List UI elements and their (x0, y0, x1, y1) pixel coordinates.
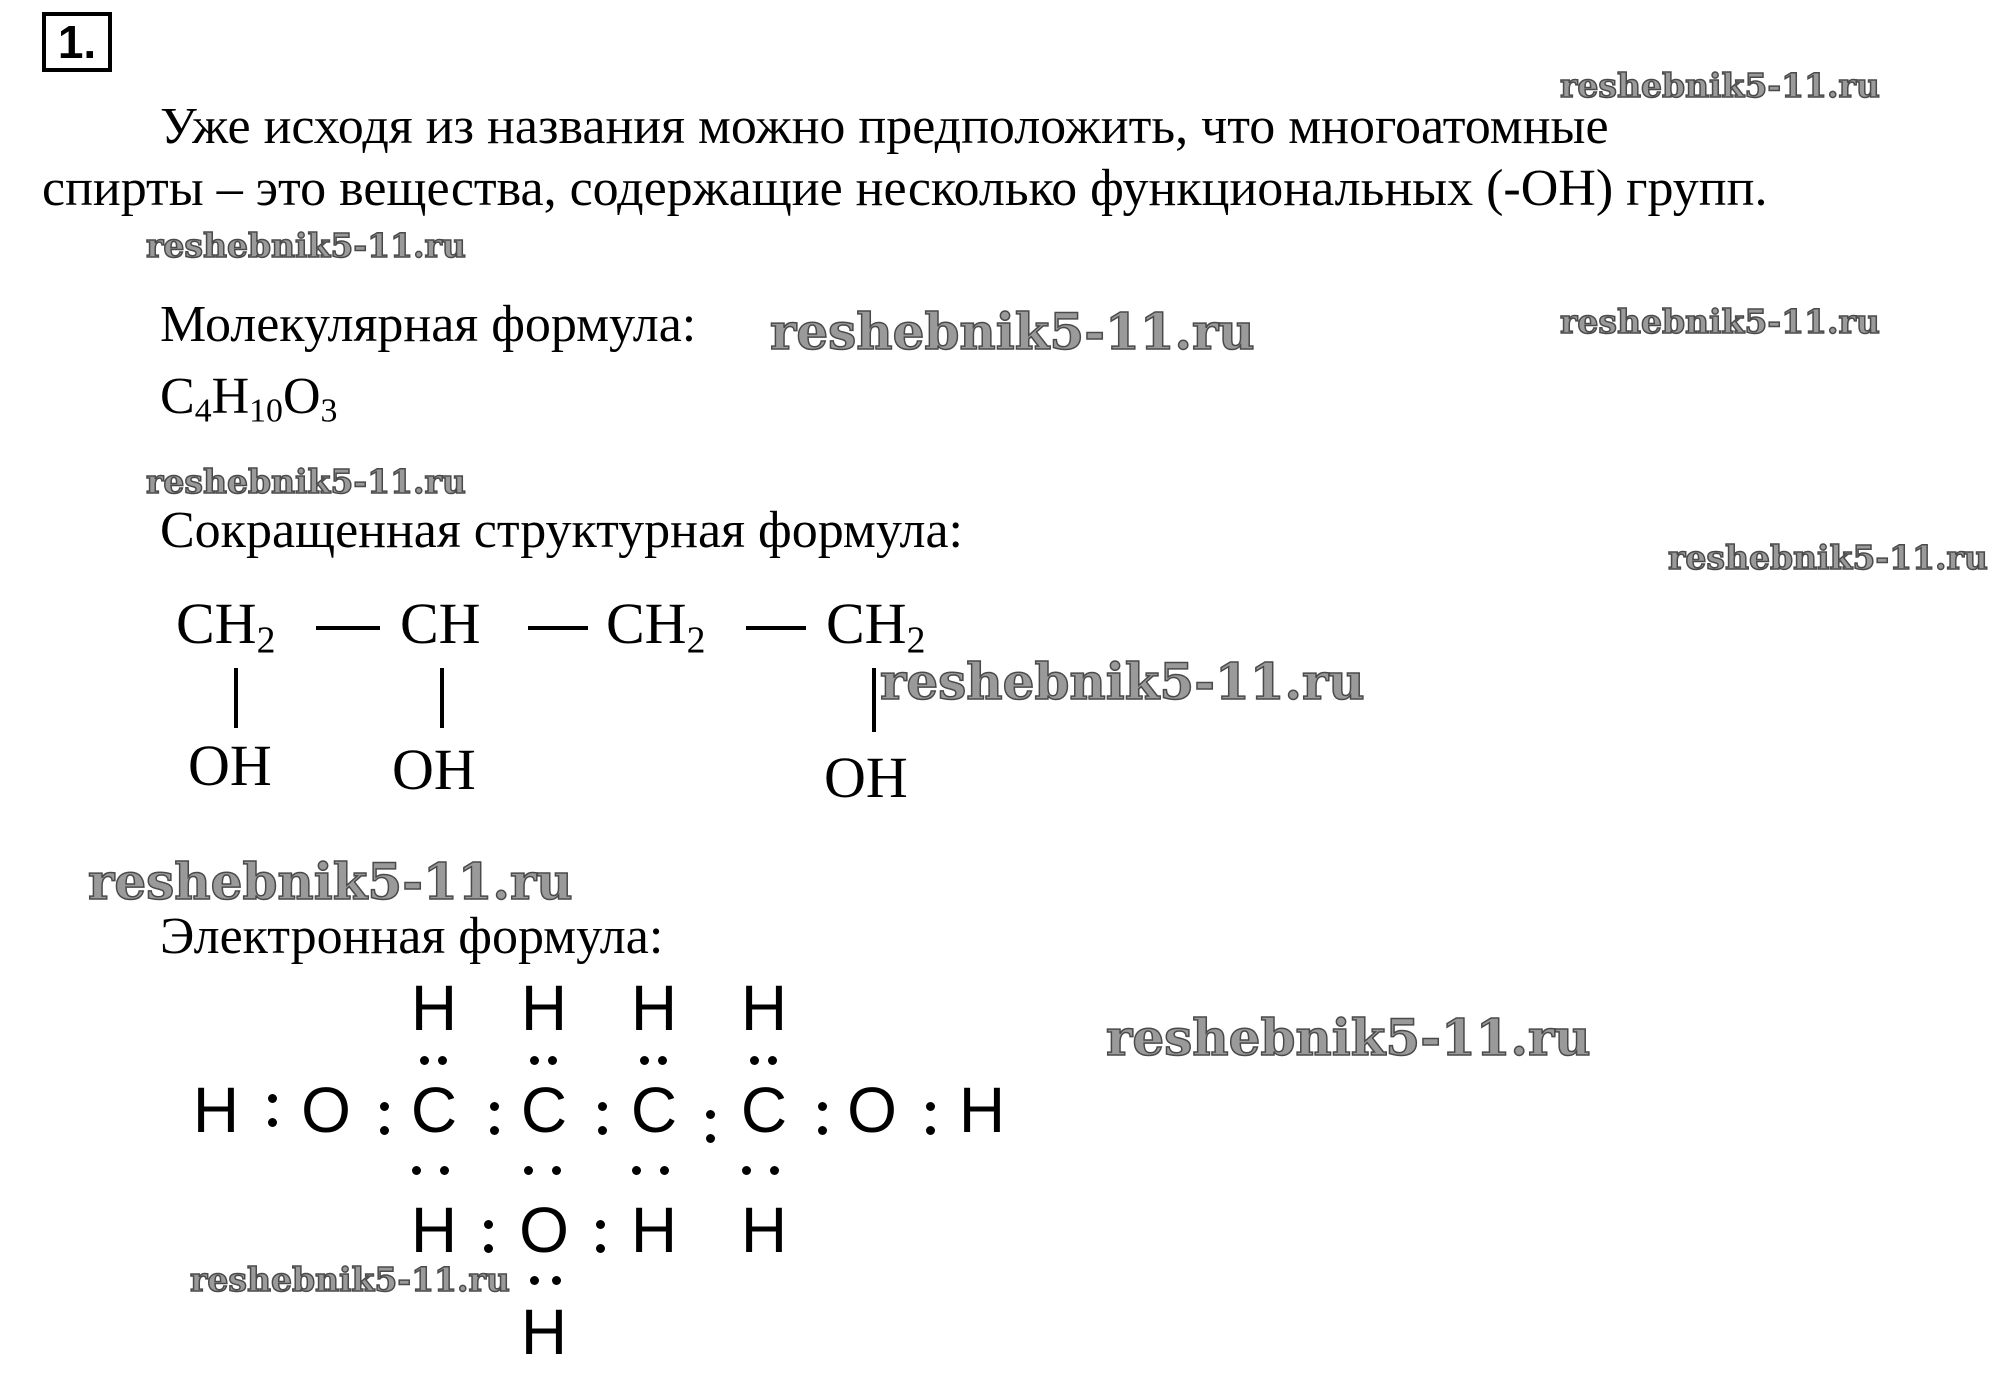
task-number: 1. (42, 12, 112, 72)
atom-c: C (520, 1074, 568, 1146)
electron-dot (548, 1056, 557, 1065)
electron-dot (818, 1126, 827, 1135)
atom-h: H (410, 1194, 458, 1266)
electron-dot (268, 1094, 277, 1103)
watermark: reshebnik5-11.ru (146, 226, 466, 265)
bond (234, 668, 238, 728)
electron-dot (530, 1276, 539, 1285)
atom-h: H (630, 972, 678, 1044)
electronic-formula-label: Электронная формула: (160, 908, 664, 965)
atom-h: H (740, 972, 788, 1044)
electron-dot (490, 1126, 499, 1135)
atom-o: O (301, 1074, 351, 1146)
group-ch2-2: $CH_2$ (606, 591, 706, 662)
intro-line-1: Уже исходя из названия можно предположить, что многоатомные (160, 98, 1609, 155)
electron-dot (490, 1102, 499, 1111)
bond (528, 626, 588, 630)
watermark: reshebnik5-11.ru (880, 652, 1365, 711)
watermark: reshebnik5-11.ru (146, 462, 466, 501)
atom-h: H (630, 1194, 678, 1266)
electron-dot (742, 1166, 751, 1175)
electron-dot (484, 1220, 493, 1229)
molecular-formula: $C_4H_{10}O_3$ (160, 368, 338, 430)
electron-dot (640, 1056, 649, 1065)
watermark: reshebnik5-11.ru (190, 1260, 510, 1299)
bond (746, 626, 806, 630)
bond (440, 668, 444, 728)
watermark: reshebnik5-11.ru (1560, 302, 1880, 341)
electron-dot (706, 1134, 715, 1143)
atom-h: H (192, 1074, 240, 1146)
electron-dot (658, 1056, 667, 1065)
electron-dot (412, 1166, 421, 1175)
atom-c: C (740, 1074, 788, 1146)
electron-dot (380, 1126, 389, 1135)
electron-dot (380, 1102, 389, 1111)
watermark: reshebnik5-11.ru (1560, 66, 1880, 105)
hydroxyl-3: OH (824, 745, 908, 810)
atom-c: C (630, 1074, 678, 1146)
electron-dot (596, 1244, 605, 1253)
intro-line-2: спирты – это вещества, содержащие несколько функциональных (-OH) групп. (42, 160, 1768, 217)
electron-dot (598, 1102, 607, 1111)
atom-o: O (847, 1074, 897, 1146)
atom-h: H (520, 1296, 568, 1368)
electron-dot (632, 1166, 641, 1175)
electron-dot (596, 1220, 605, 1229)
electron-dot (770, 1166, 779, 1175)
electron-dot (438, 1056, 447, 1065)
atom-h: H (410, 972, 458, 1044)
group-ch2-1: $CH_2$ (176, 591, 276, 662)
electron-dot (524, 1166, 533, 1175)
atom-h: H (740, 1194, 788, 1266)
electron-dot (818, 1102, 827, 1111)
atom-h: H (520, 972, 568, 1044)
hydroxyl-2: OH (392, 737, 476, 802)
hydroxyl-1: OH (188, 733, 272, 798)
watermark: reshebnik5-11.ru (770, 302, 1255, 361)
bond (872, 668, 876, 732)
atom-h: H (958, 1074, 1006, 1146)
watermark: reshebnik5-11.ru (1106, 1008, 1591, 1067)
electron-dot (660, 1166, 669, 1175)
electron-dot (552, 1276, 561, 1285)
electron-dot (440, 1166, 449, 1175)
group-ch2-3: $CH_2$ (826, 591, 926, 662)
electron-dot (926, 1126, 935, 1135)
electron-dot (552, 1166, 561, 1175)
electron-dot (484, 1244, 493, 1253)
electron-dot (768, 1056, 777, 1065)
electron-dot (420, 1056, 429, 1065)
atom-c: C (410, 1074, 458, 1146)
electron-dot (598, 1126, 607, 1135)
electron-dot (750, 1056, 759, 1065)
electron-dot (926, 1102, 935, 1111)
watermark: reshebnik5-11.ru (1668, 538, 1988, 577)
atom-o: O (519, 1194, 569, 1266)
group-ch: CH (400, 591, 481, 656)
electron-dot (706, 1110, 715, 1119)
watermark: reshebnik5-11.ru (88, 852, 573, 911)
electron-dot (268, 1118, 277, 1127)
bond (316, 626, 380, 630)
molecular-formula-label: Молекулярная формула: (160, 296, 697, 353)
structural-formula-label: Сокращенная структурная формула: (160, 502, 964, 559)
electron-dot (530, 1056, 539, 1065)
